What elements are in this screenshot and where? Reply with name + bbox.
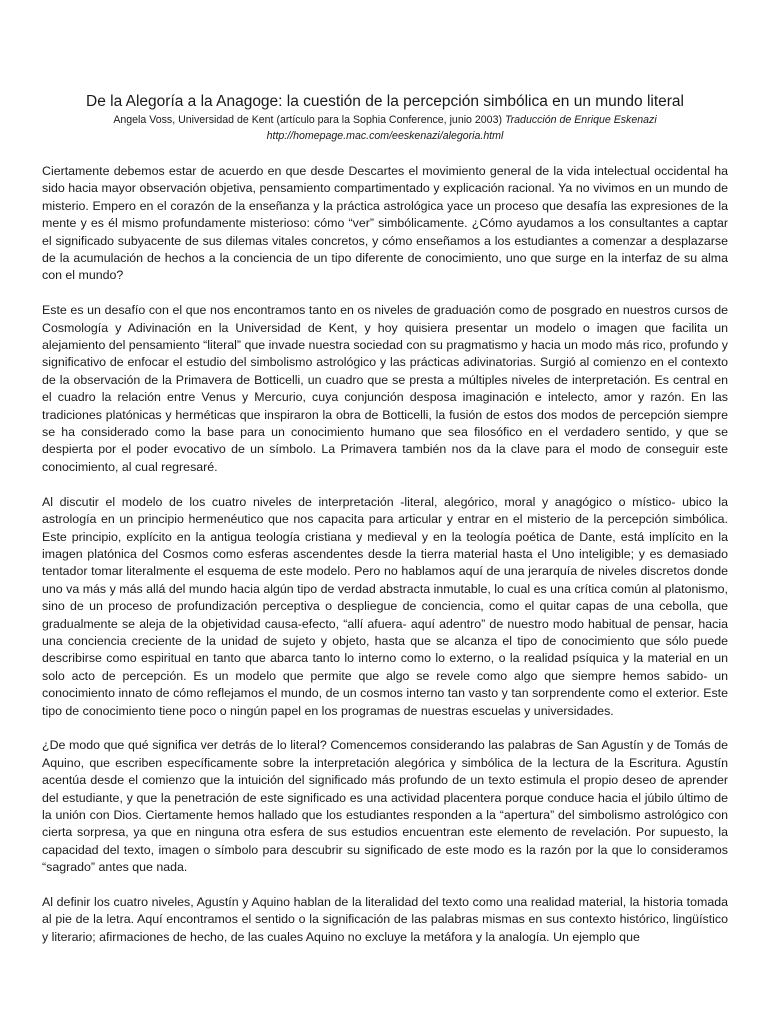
body-paragraph: Al discutir el modelo de los cuatro niveles de interpretación -literal, alegórico, moral y anagógico o místico- ubico la astrología en un principio hermenéutico que nos capacita para articular y entrar en el misterio de la percepción simbólica. Este principio, explícito en la antigua teología cristiana y medieval y en la teología poética de Dante, está implícito en la imagen platónica del Cosmos como esferas ascendentes desde la tierra material hasta el Uno inteligible; y es demasiado tentador tomar literalmente el esquema de este modelo. Pero no hablamos aquí de una jerarquía de niveles discretos donde uno va más y más allá del mundo hacia algún tipo de verdad abstracta inmutable, lo cual es una crítica común al platonismo, sino de un proceso de profundización perceptiva o despliegue de conciencia, como el quitar capas de una cebolla, que gradualmente se aleja de la objetividad causa-efecto, “allí afuera- aquí adentro” de nuestro modo habitual de pensar, hacia una conciencia creciente de la unidad de sujeto y objeto, hasta que se alcanza el tipo de conocimiento que sólo puede describirse como espiritual en tanto que abarca tanto lo interno como lo externo, o la realidad psíquica y la material en un solo acto de percepción. Es un modelo que permite que algo se revele como algo que siempre hemos sabido- un conocimiento innato de cómo reflejamos el mundo, de un cosmos interno tan vasto y tan sorprendente como el exterior. Este tipo de conocimiento tiene poco o ningún papel en los programas de nuestras escuelas y universidades. (42, 494, 728, 718)
body-paragraph: Ciertamente debemos estar de acuerdo en que desde Descartes el movimiento general de la vida intelectual occidental ha sido hacia mayor observación objetiva, pensamiento compartimentado y explicación racional. Ya no vivimos en un mundo de misterio. Empero en el corazón de la enseñanza y la práctica astrológica yace un proceso que desafía las expresiones de la mente y es él mismo profundamente misterioso: cómo “ver” simbólicamente. ¿Cómo ayudamos a los consultantes a captar el significado subyacente de sus dilemas vitales concretos, y cómo enseñamos a los estudiantes a comenzar a desplazarse de la acumulación de hechos a la conciencia de un tipo diferente de conocimiento, uno que surge en la interfaz de su alma con el mundo? (42, 164, 728, 283)
document-title: De la Alegoría a la Anagoge: la cuestión de la percepción simbólica en un mundo literal (86, 93, 684, 110)
body-paragraph: Al definir los cuatro niveles, Agustín y Aquino hablan de la literalidad del texto como una realidad material, la historia tomada al pie de la letra. Aquí encontramos el sentido o la significación de las palabras mismas en sus contexto histórico, lingüístico y literario; afirmaciones de hecho, de las cuales Aquino no excluye la metáfora y la analogía. Un ejemplo que (42, 895, 728, 944)
body-paragraph: Este es un desafío con el que nos encontramos tanto en os niveles de graduación como de posgrado en nuestros cursos de Cosmología y Adivinación en la Universidad de Kent, y hoy quisiera presentar un modelo o imagen que facilita un alejamiento del pensamiento “literal” que invade nuestra sociedad con su pragmatismo y hacia un modo más rico, profundo y significativo de enfocar el estudio del simbolismo astrológico y las prácticas adivinatorias. Surgió al comienzo en el contexto de la observación de la Primavera de Botticelli, un cuadro que se presta a múltiples niveles de interpretación. Es central en el cuadro la relación entre Venus y Mercurio, cuya conjunción desposa imaginación e intelecto, amor y razón. En las tradiciones platónicas y herméticas que inspiraron la obra de Botticelli, la fusión de estos dos modos de percepción siempre se ha considerado como la base para un conocimiento humano que sea filosófico en el verdadero sentido, y que se despierta por el poder evocativo de un símbolo. La Primavera también nos da la clave para el modo de conseguir este conocimiento, al cual regresaré. (42, 303, 728, 474)
author-byline (42, 112, 728, 128)
translator-line: Traducción de Enrique Eskenazi (504, 114, 657, 126)
body-paragraph: ¿De modo que qué significa ver detrás de lo literal? Comencemos considerando las palabras de San Agustín y de Tomás de Aquino, que escriben específicamente sobre la interpretación alegórica y simbólica de la lectura de la Escritura. Agustín acentúa desde el comienzo que la intuición del significado más profundo de un texto estimula el propio deseo de aprender del estudiante, y que la penetración de este significado es una actividad placentera porque conduce hacia el júbilo último de la unión con Dios. Ciertamente hemos hallado que los estudiantes responden a la “apertura” del simbolismo astrológico con cierta sorpresa, ya que en ninguna otra esfera de sus estudios encuentran este elemento de revelación. Por supuesto, la capacidad del texto, imagen o símbolo para descubrir su significado de este modo es la razón por la que lo consideramos “sagrado” antes que nada. (42, 738, 728, 875)
author-line: Angela Voss, Universidad de Kent (artículo para la Sophia Conference, junio 2003) (113, 114, 502, 126)
source-url: http://homepage.mac.com/eeskenazi/alegoria.html (266, 130, 504, 142)
